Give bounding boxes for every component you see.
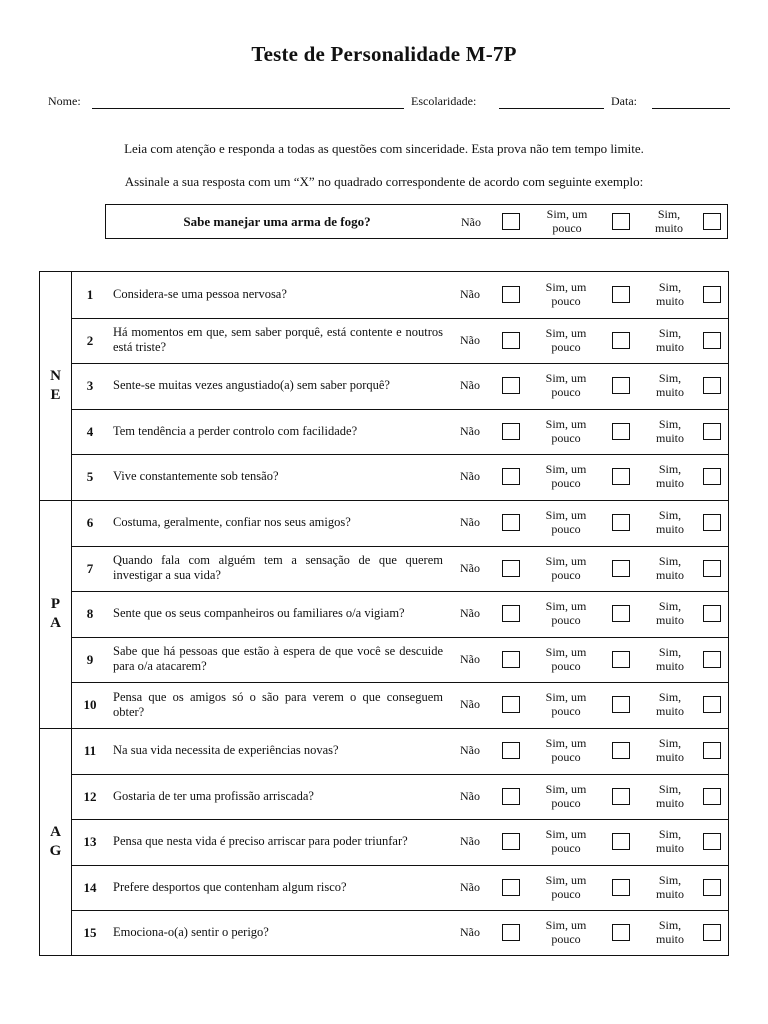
option-sim-muito-line2: muito bbox=[655, 658, 684, 673]
answer-checkbox-sim-pouco[interactable] bbox=[612, 879, 630, 896]
question-text bbox=[113, 865, 443, 910]
answer-checkbox-sim-pouco[interactable] bbox=[612, 924, 630, 941]
answer-checkbox-nao[interactable] bbox=[502, 514, 520, 531]
section-code bbox=[40, 500, 72, 728]
answer-checkbox-sim-pouco[interactable] bbox=[612, 514, 630, 531]
option-sim-pouco-line1: Sim, um bbox=[545, 280, 587, 294]
section-ag bbox=[40, 728, 728, 956]
answer-checkbox-sim-muito[interactable] bbox=[703, 879, 721, 896]
answer-checkbox-sim-muito[interactable] bbox=[703, 332, 721, 349]
option-sim-pouco-label bbox=[530, 508, 602, 536]
section-code-letter-1: A bbox=[50, 824, 61, 840]
option-sim-muito-line1: Sim, bbox=[658, 599, 682, 614]
answer-checkbox-nao[interactable] bbox=[502, 651, 520, 668]
answer-checkbox-sim-muito[interactable] bbox=[703, 833, 721, 850]
question-text-content: Gostaria de ter uma profissão arriscada? bbox=[113, 788, 314, 803]
answer-checkbox-sim-pouco[interactable] bbox=[612, 605, 630, 622]
option-sim-muito-line2: muito bbox=[655, 385, 684, 400]
example-checkbox-sim-muito[interactable] bbox=[703, 213, 721, 230]
option-sim-pouco-label bbox=[530, 873, 602, 901]
answer-checkbox-nao[interactable] bbox=[502, 924, 520, 941]
option-sim-pouco-line1: Sim, um bbox=[545, 690, 587, 705]
question-text bbox=[113, 910, 443, 955]
answer-checkbox-sim-muito[interactable] bbox=[703, 742, 721, 759]
option-sim-pouco-label bbox=[530, 827, 602, 855]
option-sim-pouco-line1: Sim, um bbox=[545, 781, 587, 796]
question-row bbox=[72, 819, 728, 864]
option-sim-muito-label bbox=[642, 873, 698, 901]
section-pa bbox=[40, 500, 728, 728]
question-text bbox=[113, 591, 443, 636]
question-text-content: Sente que os seus companheiros ou familiares o/a vigiam? bbox=[113, 606, 405, 621]
option-nao-label: Não bbox=[460, 925, 480, 940]
question-row bbox=[72, 865, 728, 910]
option-sim-muito-label bbox=[642, 508, 698, 536]
answer-checkbox-sim-muito[interactable] bbox=[703, 696, 721, 713]
option-sim-muito-line1: Sim, bbox=[658, 827, 682, 842]
option-sim-muito-label bbox=[642, 207, 696, 235]
option-sim-muito-line1: Sim, bbox=[658, 553, 682, 568]
row-divider bbox=[72, 682, 728, 683]
example-checkbox-nao[interactable] bbox=[502, 213, 520, 230]
question-row bbox=[72, 728, 728, 773]
question-number: 6 bbox=[86, 515, 94, 530]
row-divider bbox=[72, 591, 728, 592]
question-row bbox=[72, 637, 728, 682]
section-divider bbox=[40, 728, 728, 729]
option-sim-pouco-line1: Sim, um bbox=[545, 918, 587, 933]
option-sim-pouco-line2: pouco bbox=[551, 430, 581, 445]
option-nao-label: Não bbox=[460, 560, 480, 575]
question-text-content: Prefere desportos que contenham algum risco? bbox=[113, 879, 347, 894]
option-sim-pouco-line2: pouco bbox=[551, 567, 581, 582]
question-text-content: Vive constantemente sob tensão? bbox=[113, 469, 279, 484]
option-sim-muito-label bbox=[642, 736, 698, 764]
row-divider bbox=[72, 819, 728, 820]
question-text-content: Sabe que há pessoas que estão à espera de que você se descuide para o/a atacarem? bbox=[113, 644, 443, 674]
section-code-letter-1: N bbox=[50, 368, 61, 384]
row-divider bbox=[72, 318, 728, 319]
answer-checkbox-nao[interactable] bbox=[502, 605, 520, 622]
data-field[interactable] bbox=[652, 108, 730, 109]
question-row bbox=[72, 910, 728, 955]
question-number: 9 bbox=[86, 651, 94, 667]
answer-checkbox-sim-pouco[interactable] bbox=[612, 286, 630, 303]
option-sim-pouco-line2: pouco bbox=[551, 750, 581, 764]
option-sim-muito-line1: Sim, bbox=[657, 207, 681, 221]
question-text bbox=[113, 637, 443, 682]
option-sim-muito-line2: muito bbox=[655, 476, 684, 491]
question-row bbox=[72, 500, 728, 545]
answer-checkbox-sim-muito[interactable] bbox=[703, 788, 721, 805]
section-code bbox=[40, 272, 72, 500]
question-text bbox=[113, 774, 443, 819]
question-text bbox=[113, 682, 443, 727]
answer-checkbox-nao[interactable] bbox=[502, 742, 520, 759]
option-sim-pouco-line2: pouco bbox=[551, 795, 581, 810]
instruction-line-2: Assinale a sua resposta com um “X” no quadrado correspondente de acordo com seguinte exemplo: bbox=[124, 174, 644, 189]
option-sim-pouco-line2: pouco bbox=[551, 385, 581, 400]
option-sim-pouco-label bbox=[530, 645, 602, 673]
option-sim-muito-label bbox=[642, 782, 698, 810]
answer-checkbox-sim-pouco[interactable] bbox=[612, 332, 630, 349]
question-text-content: Tem tendência a perder controlo com facilidade? bbox=[113, 423, 358, 438]
question-number: 5 bbox=[86, 469, 94, 485]
question-number: 12 bbox=[83, 788, 97, 804]
option-sim-pouco-line1: Sim, um bbox=[545, 462, 587, 477]
option-sim-pouco-label bbox=[530, 599, 602, 627]
question-text-content: Quando fala com alguém tem a sensação de que querem investigar a sua vida? bbox=[113, 553, 443, 583]
row-divider bbox=[72, 774, 728, 775]
question-row bbox=[72, 318, 728, 363]
answer-checkbox-sim-muito[interactable] bbox=[703, 286, 721, 303]
option-sim-muito-line1: Sim, bbox=[658, 325, 682, 340]
nome-field[interactable] bbox=[92, 108, 404, 109]
section-ne bbox=[40, 272, 728, 500]
option-sim-muito-line1: Sim, bbox=[658, 690, 682, 705]
option-sim-pouco-line1: Sim, um bbox=[545, 872, 587, 887]
option-sim-muito-label bbox=[642, 280, 698, 308]
option-sim-pouco-line2: pouco bbox=[551, 658, 581, 673]
question-row bbox=[72, 591, 728, 636]
option-sim-pouco-line2: pouco bbox=[551, 704, 581, 719]
answer-checkbox-nao[interactable] bbox=[502, 377, 520, 394]
option-sim-pouco-line1: Sim, um bbox=[545, 644, 587, 659]
option-sim-muito-line1: Sim, bbox=[658, 918, 682, 933]
option-sim-pouco-line1: Sim, um bbox=[545, 827, 587, 842]
option-sim-muito-label bbox=[642, 371, 698, 399]
option-sim-muito-label bbox=[642, 690, 698, 718]
question-text bbox=[113, 318, 443, 363]
question-text-content: Emociona-o(a) sentir o perigo? bbox=[113, 925, 269, 940]
answer-checkbox-sim-muito[interactable] bbox=[703, 924, 721, 941]
question-text bbox=[113, 363, 443, 408]
option-sim-pouco-label bbox=[530, 371, 602, 399]
question-row bbox=[72, 409, 728, 454]
answer-checkbox-sim-muito[interactable] bbox=[703, 423, 721, 440]
option-sim-muito-line2: muito bbox=[655, 430, 684, 445]
answer-checkbox-sim-muito[interactable] bbox=[703, 377, 721, 394]
answer-checkbox-nao[interactable] bbox=[502, 833, 520, 850]
section-code-letter-2: A bbox=[50, 615, 61, 631]
row-divider bbox=[72, 454, 728, 455]
question-text-content: Costuma, geralmente, confiar nos seus amigos? bbox=[113, 515, 351, 529]
section-code-letter-1: P bbox=[50, 596, 61, 612]
answer-checkbox-sim-pouco[interactable] bbox=[612, 468, 630, 485]
option-nao-label: Não bbox=[460, 788, 480, 803]
row-divider bbox=[72, 546, 728, 547]
answer-checkbox-sim-muito[interactable] bbox=[703, 468, 721, 485]
answer-checkbox-sim-pouco[interactable] bbox=[612, 833, 630, 850]
option-sim-pouco-line2: pouco bbox=[551, 294, 581, 308]
option-sim-muito-line2: muito bbox=[655, 522, 684, 536]
option-sim-muito-line2: muito bbox=[655, 795, 684, 810]
section-code bbox=[40, 728, 72, 956]
escolaridade-field[interactable] bbox=[499, 108, 604, 109]
option-sim-muito-line1: Sim, bbox=[658, 462, 682, 477]
option-nao-label: Não bbox=[460, 515, 480, 529]
option-sim-muito-label bbox=[642, 599, 698, 627]
option-nao-label: Não bbox=[460, 697, 480, 712]
answer-checkbox-sim-pouco[interactable] bbox=[612, 423, 630, 440]
example-checkbox-sim-pouco[interactable] bbox=[612, 213, 630, 230]
option-sim-muito-line2: muito bbox=[655, 886, 684, 901]
answer-checkbox-sim-muito[interactable] bbox=[703, 514, 721, 531]
row-divider bbox=[72, 865, 728, 866]
question-number: 4 bbox=[86, 423, 94, 439]
option-sim-muito-line1: Sim, bbox=[658, 508, 682, 522]
option-nao-label: Não bbox=[461, 215, 481, 229]
answer-checkbox-sim-muito[interactable] bbox=[703, 651, 721, 668]
row-divider bbox=[72, 910, 728, 911]
option-nao-label: Não bbox=[460, 606, 480, 621]
option-sim-muito-line1: Sim, bbox=[658, 280, 682, 294]
option-sim-muito-line1: Sim, bbox=[658, 781, 682, 796]
answer-checkbox-sim-muito[interactable] bbox=[703, 560, 721, 577]
question-number: 8 bbox=[86, 606, 94, 622]
option-nao-label: Não bbox=[460, 378, 480, 393]
option-sim-pouco-line2: pouco bbox=[551, 932, 581, 947]
question-text bbox=[113, 819, 443, 864]
option-sim-pouco-line1: Sim, um bbox=[545, 599, 587, 614]
option-sim-muito-line2: muito bbox=[655, 567, 684, 582]
option-nao-label: Não bbox=[460, 743, 480, 757]
row-divider bbox=[72, 409, 728, 410]
answer-checkbox-sim-pouco[interactable] bbox=[612, 377, 630, 394]
option-nao-label: Não bbox=[460, 287, 480, 301]
option-sim-muito-label bbox=[642, 326, 698, 354]
answer-checkbox-sim-pouco[interactable] bbox=[612, 742, 630, 759]
option-sim-pouco-line2: pouco bbox=[552, 221, 582, 235]
option-sim-muito-line2: muito bbox=[655, 750, 684, 764]
question-number: 14 bbox=[83, 879, 97, 895]
option-sim-pouco-line1: Sim, um bbox=[545, 325, 587, 340]
answer-checkbox-sim-muito[interactable] bbox=[703, 605, 721, 622]
page-title: Teste de Personalidade M-7P bbox=[251, 42, 517, 66]
answer-checkbox-nao[interactable] bbox=[502, 332, 520, 349]
question-number: 13 bbox=[83, 834, 97, 850]
question-text-content: Pensa que os amigos só o são para verem o que conseguem obter? bbox=[113, 689, 443, 719]
option-sim-pouco-label bbox=[530, 417, 602, 445]
question-number: 15 bbox=[83, 925, 97, 941]
option-sim-muito-label bbox=[642, 645, 698, 673]
option-sim-muito-line1: Sim, bbox=[658, 371, 682, 386]
option-sim-pouco-label bbox=[530, 782, 602, 810]
nome-label: Nome: bbox=[48, 94, 81, 108]
option-sim-muito-line1: Sim, bbox=[658, 736, 682, 750]
section-divider bbox=[40, 500, 728, 501]
option-sim-muito-line1: Sim, bbox=[658, 644, 682, 659]
question-row bbox=[72, 774, 728, 819]
question-number: 3 bbox=[86, 378, 94, 394]
example-row bbox=[105, 204, 728, 239]
question-text bbox=[113, 409, 443, 454]
option-sim-pouco-label bbox=[530, 280, 602, 308]
option-sim-pouco-line1: Sim, um bbox=[545, 553, 587, 568]
option-nao-label: Não bbox=[460, 651, 480, 666]
answer-checkbox-nao[interactable] bbox=[502, 696, 520, 713]
option-sim-pouco-label bbox=[530, 690, 602, 718]
option-sim-pouco-line1: Sim, um bbox=[545, 736, 587, 750]
option-nao-label: Não bbox=[460, 469, 480, 484]
row-divider bbox=[72, 363, 728, 364]
question-text-content: Sente-se muitas vezes angustiado(a) sem saber porquê? bbox=[113, 378, 390, 393]
question-row bbox=[72, 272, 728, 317]
option-sim-muito-line2: muito bbox=[655, 339, 684, 354]
question-number: 11 bbox=[83, 743, 97, 758]
option-sim-muito-label bbox=[642, 827, 698, 855]
option-sim-muito-line1: Sim, bbox=[658, 872, 682, 887]
question-number: 7 bbox=[86, 560, 94, 576]
header-fields bbox=[48, 92, 730, 112]
answer-checkbox-sim-pouco[interactable] bbox=[612, 696, 630, 713]
option-sim-pouco-line2: pouco bbox=[551, 522, 581, 536]
option-sim-muito-label bbox=[642, 554, 698, 582]
row-divider bbox=[72, 637, 728, 638]
question-row bbox=[72, 546, 728, 591]
option-sim-muito-line2: muito bbox=[655, 704, 684, 719]
question-text bbox=[113, 454, 443, 499]
question-text-content: Considera-se uma pessoa nervosa? bbox=[113, 287, 287, 301]
option-sim-muito-line2: muito bbox=[655, 613, 684, 628]
question-number: 1 bbox=[86, 287, 94, 302]
option-sim-muito-label bbox=[642, 417, 698, 445]
option-sim-pouco-label bbox=[530, 326, 602, 354]
escolaridade-label: Escolaridade: bbox=[411, 94, 477, 108]
option-sim-pouco-label bbox=[532, 207, 602, 235]
answer-checkbox-sim-pouco[interactable] bbox=[612, 560, 630, 577]
option-sim-pouco-line2: pouco bbox=[551, 476, 581, 491]
option-sim-muito-line2: muito bbox=[655, 932, 684, 947]
option-sim-pouco-line1: Sim, um bbox=[546, 207, 588, 221]
option-sim-pouco-line1: Sim, um bbox=[545, 371, 587, 386]
data-label: Data: bbox=[611, 94, 637, 108]
section-code-letter-2: E bbox=[50, 387, 61, 403]
option-sim-pouco-line1: Sim, um bbox=[545, 416, 587, 431]
questionnaire-table bbox=[39, 271, 729, 956]
question-row bbox=[72, 363, 728, 408]
option-sim-pouco-label bbox=[530, 554, 602, 582]
question-text bbox=[113, 728, 443, 773]
option-sim-pouco-line1: Sim, um bbox=[545, 508, 587, 522]
question-text-content: Pensa que nesta vida é preciso arriscar para poder triunfar? bbox=[113, 834, 408, 849]
option-sim-pouco-label bbox=[530, 736, 602, 764]
answer-checkbox-nao[interactable] bbox=[502, 286, 520, 303]
answer-checkbox-sim-pouco[interactable] bbox=[612, 788, 630, 805]
answer-checkbox-nao[interactable] bbox=[502, 468, 520, 485]
question-text-content: Há momentos em que, sem saber porquê, está contente e noutros está triste? bbox=[113, 325, 443, 355]
option-sim-pouco-line2: pouco bbox=[551, 339, 581, 354]
instruction-line-1: Leia com atenção e responda a todas as questões com sinceridade. Esta prova não tem tempo limite. bbox=[124, 141, 644, 156]
question-row bbox=[72, 454, 728, 499]
option-sim-muito-line2: muito bbox=[655, 841, 684, 856]
option-nao-label: Não bbox=[460, 332, 480, 347]
option-sim-muito-label bbox=[642, 462, 698, 490]
example-question: Sabe manejar uma arma de fogo? bbox=[183, 214, 371, 229]
answer-checkbox-nao[interactable] bbox=[502, 560, 520, 577]
option-sim-pouco-label bbox=[530, 918, 602, 946]
option-sim-muito-line2: muito bbox=[654, 221, 683, 235]
option-nao-label: Não bbox=[460, 879, 480, 894]
question-text-content: Na sua vida necessita de experiências novas? bbox=[113, 743, 339, 757]
answer-checkbox-sim-pouco[interactable] bbox=[612, 651, 630, 668]
question-text bbox=[113, 500, 443, 545]
question-text bbox=[113, 272, 443, 317]
question-number: 2 bbox=[86, 332, 94, 348]
option-sim-pouco-label bbox=[530, 462, 602, 490]
answer-checkbox-nao[interactable] bbox=[502, 879, 520, 896]
answer-checkbox-nao[interactable] bbox=[502, 423, 520, 440]
option-sim-muito-line1: Sim, bbox=[658, 416, 682, 431]
option-nao-label: Não bbox=[460, 834, 480, 849]
option-sim-pouco-line2: pouco bbox=[551, 613, 581, 628]
option-sim-pouco-line2: pouco bbox=[551, 841, 581, 856]
option-sim-muito-label bbox=[642, 918, 698, 946]
option-nao-label: Não bbox=[460, 423, 480, 438]
option-sim-pouco-line2: pouco bbox=[551, 886, 581, 901]
question-number: 10 bbox=[83, 697, 97, 713]
section-code-letter-2: G bbox=[49, 843, 62, 859]
option-sim-muito-line2: muito bbox=[655, 294, 684, 308]
answer-checkbox-nao[interactable] bbox=[502, 788, 520, 805]
question-text bbox=[113, 546, 443, 591]
question-row bbox=[72, 682, 728, 727]
